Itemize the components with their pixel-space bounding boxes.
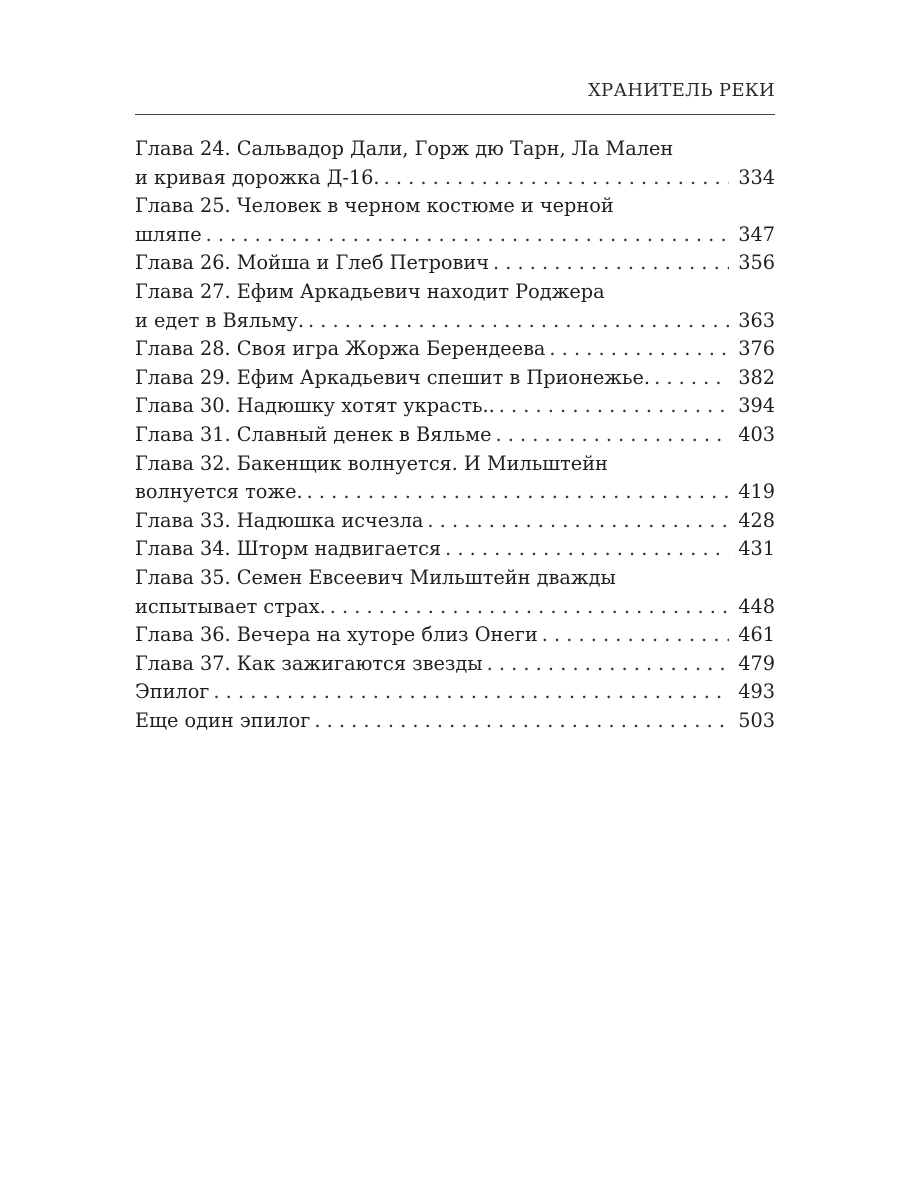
toc-entry-title: Глава 28. Своя игра Жоржа Берендеева <box>135 337 546 361</box>
toc-entry-line <box>135 135 775 164</box>
toc-entry-last-line <box>135 249 775 278</box>
toc-page-number: 461 <box>738 623 775 647</box>
toc-entry-last-line <box>135 421 775 450</box>
dot-leader <box>654 364 729 393</box>
dot-leader <box>384 164 729 193</box>
dot-leader <box>445 535 729 564</box>
table-of-contents <box>135 135 775 735</box>
toc-page-number: 394 <box>738 394 775 418</box>
dot-leader <box>206 221 729 250</box>
toc-entry <box>135 564 775 621</box>
toc-entry-title: Еще один эпилог <box>135 708 311 732</box>
toc-entry-last-line <box>135 678 775 707</box>
toc-entry-last-line <box>135 478 775 507</box>
toc-entry <box>135 450 775 507</box>
toc-entry <box>135 278 775 335</box>
toc-entry-line <box>135 564 775 593</box>
toc-entry-last-line <box>135 535 775 564</box>
toc-entry-last-line <box>135 707 775 736</box>
toc-entry <box>135 678 775 707</box>
toc-entry-last-line <box>135 621 775 650</box>
toc-entry <box>135 507 775 536</box>
dot-leader <box>330 593 729 622</box>
toc-entry-title: шляпе <box>135 222 202 246</box>
dot-leader <box>307 478 729 507</box>
toc-entry <box>135 249 775 278</box>
toc-entry-title: Глава 34. Шторм надвигается <box>135 537 442 561</box>
toc-entry-title: и едет в Вяльму. <box>135 308 305 332</box>
dot-leader <box>549 335 729 364</box>
toc-entry-title: Глава 36. Вечера на хуторе близ Онеги <box>135 623 538 647</box>
toc-entry-title: Глава 31. Славный денек в Вяльме <box>135 422 492 446</box>
toc-entry-title: испытывает страх. <box>135 594 326 618</box>
toc-entry-title: Глава 32. Бакенщик волнуется. И Мильштейн <box>135 451 608 475</box>
toc-entry <box>135 650 775 679</box>
dot-leader <box>314 707 729 736</box>
toc-entry-last-line <box>135 392 775 421</box>
toc-page-number: 363 <box>738 308 775 332</box>
toc-entry-title: волнуется тоже. <box>135 480 303 504</box>
toc-entry-title: Глава 35. Семен Евсеевич Мильштейн дважды <box>135 565 616 589</box>
toc-entry-title: и кривая дорожка Д-16. <box>135 165 380 189</box>
running-head: ХРАНИТЕЛЬ РЕКИ <box>587 80 775 101</box>
header-rule <box>135 114 775 115</box>
toc-entry-title: Глава 37. Как зажигаются звезды <box>135 651 483 675</box>
toc-entry-last-line <box>135 335 775 364</box>
toc-page-number: 503 <box>738 708 775 732</box>
toc-entry-line <box>135 192 775 221</box>
toc-entry-title: Глава 25. Человек в черном костюме и черной <box>135 194 614 218</box>
toc-page-number: 356 <box>738 251 775 275</box>
dot-leader <box>308 307 729 336</box>
toc-page-number: 448 <box>738 594 775 618</box>
dot-leader <box>542 621 729 650</box>
toc-entry <box>135 535 775 564</box>
dot-leader <box>427 507 729 536</box>
toc-entry-title: Глава 29. Ефим Аркадьевич спешит в Прионежье. <box>135 365 651 389</box>
toc-entry-title: Эпилог <box>135 680 210 704</box>
toc-entry <box>135 192 775 249</box>
dot-leader <box>487 650 729 679</box>
toc-page-number: 428 <box>738 508 775 532</box>
toc-entry-last-line <box>135 593 775 622</box>
toc-entry-line <box>135 450 775 479</box>
toc-entry-title: Глава 30. Надюшку хотят украсть.. <box>135 394 495 418</box>
toc-entry-title: Глава 27. Ефим Аркадьевич находит Роджера <box>135 279 605 303</box>
toc-entry <box>135 421 775 450</box>
toc-entry <box>135 364 775 393</box>
toc-entry-title: Глава 33. Надюшка исчезла <box>135 508 424 532</box>
toc-page-number: 334 <box>738 165 775 189</box>
toc-entry <box>135 707 775 736</box>
dot-leader <box>496 421 729 450</box>
toc-entry-last-line <box>135 507 775 536</box>
toc-entry-last-line <box>135 650 775 679</box>
toc-entry-line <box>135 278 775 307</box>
toc-page-number: 347 <box>738 222 775 246</box>
toc-page-number: 479 <box>738 651 775 675</box>
toc-entry-last-line <box>135 164 775 193</box>
dot-leader <box>213 678 729 707</box>
dot-leader <box>499 392 729 421</box>
book-page <box>135 0 775 1200</box>
toc-entry <box>135 621 775 650</box>
toc-page-number: 382 <box>738 365 775 389</box>
toc-entry-last-line <box>135 307 775 336</box>
toc-page-number: 376 <box>738 337 775 361</box>
toc-entry-last-line <box>135 364 775 393</box>
toc-entry-title: Глава 24. Сальвадор Дали, Горж дю Тарн, Ла Мален <box>135 137 674 160</box>
toc-entry <box>135 392 775 421</box>
toc-entry-title: Глава 26. Мойша и Глеб Петрович <box>135 251 489 275</box>
toc-entry-last-line <box>135 221 775 250</box>
toc-page-number: 493 <box>738 680 775 704</box>
dot-leader <box>493 249 729 278</box>
toc-page-number: 403 <box>738 422 775 446</box>
toc-entry <box>135 135 775 192</box>
toc-page-number: 419 <box>738 480 775 504</box>
toc-entry <box>135 335 775 364</box>
toc-page-number: 431 <box>738 537 775 561</box>
